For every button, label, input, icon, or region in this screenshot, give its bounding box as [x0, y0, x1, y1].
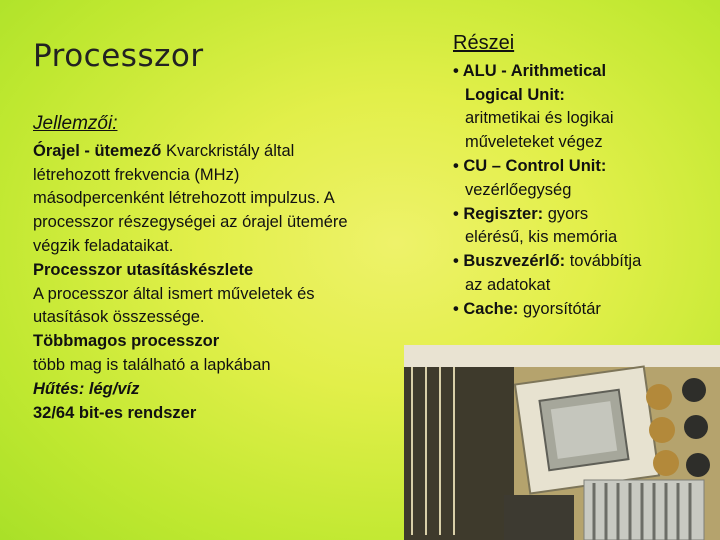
cooling-line: Hűtés: lég/víz	[33, 379, 140, 398]
clock-text: Kvarckristály által	[161, 141, 295, 160]
instruction-set-line-1: A processzor által ismert műveletek és	[33, 284, 315, 303]
clock-line-5: végzik feladataikat.	[33, 236, 174, 255]
multicore-text: több mag is található a lapkában	[33, 355, 271, 374]
cache-label: • Cache:	[453, 299, 519, 318]
register-label: • Regiszter:	[453, 204, 544, 223]
register-line-2: elérésű, kis memória	[465, 228, 618, 247]
alu-line-2: Logical Unit:	[465, 85, 565, 104]
cu-line-1: • CU – Control Unit:	[453, 156, 607, 175]
list-item	[453, 60, 713, 155]
clock-line-4: processzor részegységei az órajel ütemére	[33, 213, 348, 232]
list-item	[453, 298, 713, 322]
register-line-1	[453, 203, 713, 227]
instruction-set-line-2: utasítások összessége.	[33, 308, 205, 327]
register-text: gyors	[543, 204, 589, 223]
parts-column	[453, 32, 713, 322]
motherboard-cpu-photo	[404, 345, 720, 540]
features-column	[33, 112, 403, 425]
bits-line: 32/64 bit-es rendszer	[33, 403, 197, 422]
clock-label: Órajel - ütemező	[33, 141, 162, 160]
list-item	[453, 155, 713, 203]
bus-label: • Buszvezérlő:	[453, 252, 566, 271]
alu-line-3: aritmetikai és logikai	[465, 109, 614, 128]
alu-line-1: • ALU - Arithmetical	[453, 61, 607, 80]
list-item	[453, 203, 713, 251]
bus-line-2: az adatokat	[465, 275, 551, 294]
multicore-heading: Többmagos processzor	[33, 332, 220, 351]
page-title: Processzor	[33, 38, 204, 74]
bus-text: továbbítja	[565, 252, 642, 271]
clock-line-2: létrehozott frekvencia (MHz)	[33, 165, 240, 184]
motherboard-illustration	[404, 345, 720, 540]
cache-text: gyorsítótár	[518, 299, 601, 318]
list-item	[453, 250, 713, 298]
instruction-set-heading: Processzor utasításkészlete	[33, 260, 254, 279]
clock-line	[33, 140, 403, 164]
alu-line-4: műveleteket végez	[465, 133, 603, 152]
cu-line-2: vezérlőegység	[465, 180, 572, 199]
cache-line	[453, 298, 713, 322]
bus-line-1	[453, 250, 713, 274]
clock-line-3: másodpercenként létrehozott impulzus. A	[33, 189, 335, 208]
features-heading: Jellemzői:	[33, 113, 118, 134]
parts-heading: Részei	[453, 32, 515, 54]
